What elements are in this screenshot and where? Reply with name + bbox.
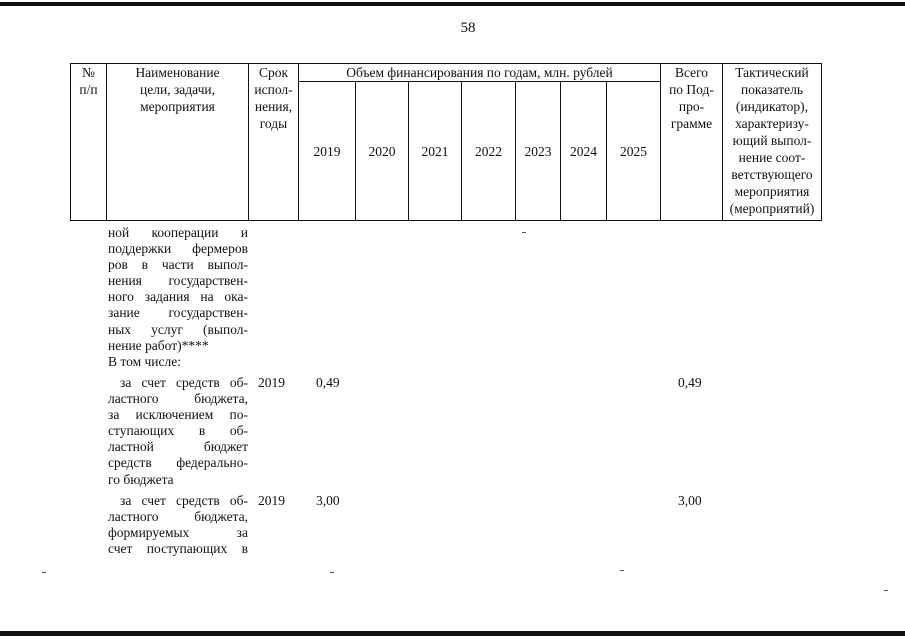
funding-source-regional: за счет средств об- ластного бюджета, за исключением по- ступающих в об- ластной бюджет средств федерально- го бюджета xyxy=(108,375,248,487)
including-label: В том числе: xyxy=(108,353,181,369)
row1-value-2019: 0,49 xyxy=(316,375,340,390)
header-year-2023: 2023 xyxy=(524,144,552,159)
scan-speck xyxy=(884,590,888,591)
scan-speck xyxy=(620,570,624,571)
funding-subheader-line xyxy=(298,81,660,82)
scan-speck xyxy=(330,572,334,573)
scan-speck xyxy=(522,232,526,233)
row2-term: 2019 xyxy=(258,493,285,508)
top-border xyxy=(0,2,905,6)
header-indicator: Тактический показатель (индикатор), характеризу- ющий выпол- нение соот- ветствующего мероприятия (мероприятий) xyxy=(729,65,815,216)
row1-total: 0,49 xyxy=(678,375,702,390)
header-name: Наименование цели, задачи, мероприятия xyxy=(135,65,220,114)
header-year-2025: 2025 xyxy=(620,144,647,159)
header-year-2022: 2022 xyxy=(475,144,502,159)
header-year-2020: 2020 xyxy=(368,144,396,159)
activity-description: ной кооперации и поддержки фермеров ров в части выпол- нения государствен- ного задания на ока- зание государствен- ных услуг (выпол- нение работ)**** В том числе: xyxy=(108,225,248,369)
header-year-2021: 2021 xyxy=(421,144,449,159)
row2-value-2019: 3,00 xyxy=(316,493,340,508)
header-total: Всего по Под- про- грамме xyxy=(669,65,714,131)
row2-total: 3,00 xyxy=(678,493,702,508)
page-number: 58 xyxy=(460,20,476,36)
header-year-2019: 2019 xyxy=(313,144,341,159)
header-term: Срок испол- нения, годы xyxy=(254,65,293,131)
header-funding-title: Объем финансирования по годам, млн. рублей xyxy=(346,65,613,80)
bottom-border xyxy=(0,631,905,636)
header-num: № п/п xyxy=(79,65,98,97)
funding-source-federal-transfers: за счет средств об- ластного бюджета, формируемых за счет поступающих в xyxy=(108,493,248,557)
header-year-2024: 2024 xyxy=(570,144,597,159)
col-divider xyxy=(298,63,299,221)
scan-speck xyxy=(42,572,46,573)
row1-term: 2019 xyxy=(258,375,285,390)
